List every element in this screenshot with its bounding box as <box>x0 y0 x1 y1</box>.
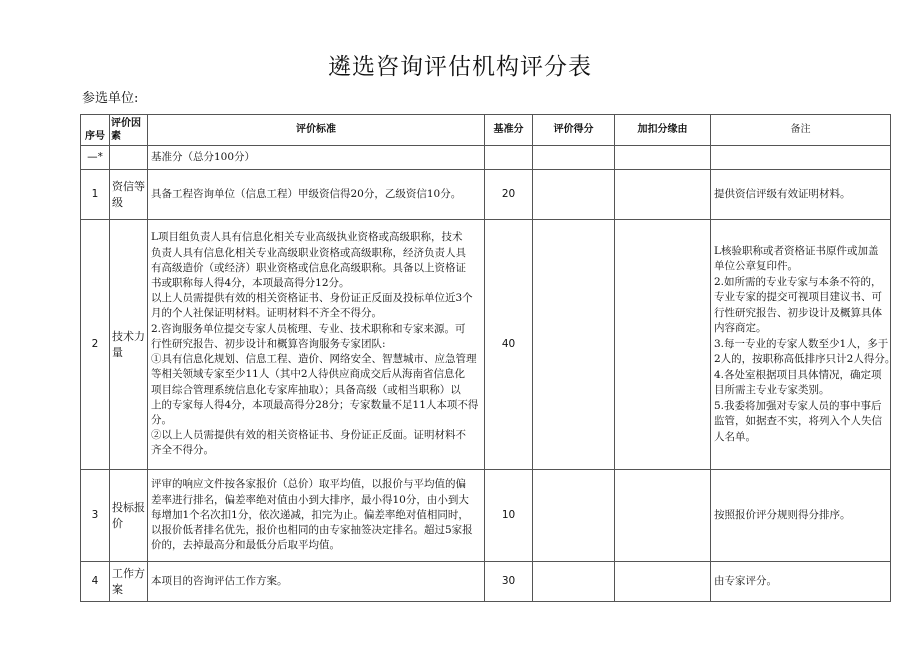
note-line: 3.每一专业的专家人数至少1人，多于 <box>714 337 889 350</box>
row-seq: 2 <box>81 220 110 470</box>
row-bonus-reason[interactable] <box>615 470 711 562</box>
note-line: 按照报价评分规则得分排序。 <box>714 508 851 521</box>
row-item <box>110 146 148 170</box>
standard-line: 行性研究报告、初步设计和概算咨询服务专家团队: <box>151 337 386 350</box>
standard-line: ②以上人员需提供有效的相关资格证书、身份证正反面。证明材料不 <box>151 429 466 442</box>
row-seq: 4 <box>81 562 110 602</box>
note-line: 监管，如据查不实，将列入个人失信 <box>714 415 882 428</box>
note-line: 4.各处室根据项目具体情况，确定项 <box>714 368 882 381</box>
note-line: 目所需主专业专家类别。 <box>714 384 830 397</box>
standard-line: L项目组负责人具有信息化相关专业高级执业资格或高级职称，技术 <box>151 231 463 244</box>
row-evaluation-score[interactable] <box>533 220 615 470</box>
row-item: 工作方案 <box>110 562 148 602</box>
page-title: 遴选咨询评估机构评分表 <box>328 54 592 80</box>
standard-line: 差率进行排名，偏差率绝对值由小到大排序，最小得10分，由小到大 <box>151 493 469 506</box>
row-note <box>711 220 896 470</box>
row-base-score <box>485 146 533 170</box>
note-line: 由专家评分。 <box>714 574 777 587</box>
standard-line: 价的，去掉最高分和最低分后取平均值。 <box>151 539 340 552</box>
note-line: L核验职称或者资格证书原件或加盖 <box>714 244 879 257</box>
standard-line: 评审的响应文件按各家报价（总价）取平均值，以报价与平均值的偏 <box>151 478 466 491</box>
standard-line: 书或职称每人得4分，本项最高得分12分。 <box>151 277 350 290</box>
row-evaluation-score[interactable] <box>533 170 615 220</box>
row-standard <box>148 220 485 470</box>
note-line: 行性研究报告、初步设计及概算具体 <box>714 306 882 319</box>
row-base-score: 20 <box>485 170 533 220</box>
row-item: 投标报价 <box>110 470 148 562</box>
table-row <box>81 470 891 562</box>
row-standard <box>148 170 485 220</box>
standard-line: 每增加1个名次扣1分，依次递减，扣完为止。偏差率绝对值相同时， <box>151 508 469 521</box>
standard-line: 等相关领域专家至少11人（其中2人待供应商成交后从海南省信息化 <box>151 368 466 381</box>
note-line: 提供资信评级有效证明材料。 <box>714 187 851 200</box>
header-row <box>81 115 891 146</box>
header-seq: 序号 <box>81 115 110 146</box>
standard-line: 以上人员需提供有效的相关资格证书、身份证正反面及投标单位近3个 <box>151 292 473 305</box>
row-evaluation-score[interactable] <box>533 562 615 602</box>
row-item: 资信等级 <box>110 170 148 220</box>
row-base-score: 40 <box>485 220 533 470</box>
row-item: 技术力量 <box>110 220 148 470</box>
standard-line: 负责人具有信息化相关专业高级职业资格或高级职称，经济负责人具 <box>151 246 466 259</box>
standard-line: 基准分（总分100分） <box>151 150 256 163</box>
row-base-score: 10 <box>485 470 533 562</box>
table-row <box>81 146 891 170</box>
standard-line: 2.咨询服务单位提交专家人员梳理、专业、技术职称和专家来源。可 <box>151 322 466 335</box>
note-line: 专业专家的提交可视项目建议书、可 <box>714 291 882 304</box>
row-note <box>711 562 891 602</box>
standard-line: 齐全不得分。 <box>151 444 214 457</box>
standard-line: 以报价低者排名优先，报价也相同的由专家抽签决定排名。超过5家报 <box>151 524 473 537</box>
note-line: 2人的，按职称高低排序只计2人得分。 <box>714 353 896 366</box>
header-item: 评价因素 <box>110 115 148 146</box>
row-seq: 3 <box>81 470 110 562</box>
header-note: 备注 <box>711 115 891 146</box>
table-row <box>81 220 891 470</box>
standard-line: 本项目的咨询评估工作方案。 <box>151 574 288 587</box>
row-bonus-reason[interactable] <box>615 220 711 470</box>
row-note <box>711 170 891 220</box>
note-line: 人名单。 <box>714 430 756 443</box>
row-standard <box>148 146 485 170</box>
row-bonus-reason[interactable] <box>615 562 711 602</box>
row-base-score: 30 <box>485 562 533 602</box>
header-base-score: 基准分 <box>485 115 533 146</box>
note-line: 单位公章复印件。 <box>714 260 798 273</box>
table-row <box>81 170 891 220</box>
standard-line: 具备工程咨询单位（信息工程）甲级资信得20分，乙级资信10分。 <box>151 187 462 200</box>
row-note <box>711 146 891 170</box>
standard-line: 上的专家每人得4分，本项最高得分28分；专家数量不足11人本项不得 <box>151 398 479 411</box>
row-seq: —* <box>81 146 110 170</box>
row-evaluation-score[interactable] <box>533 146 615 170</box>
header-bonus-reason: 加扣分缘由 <box>615 115 711 146</box>
row-standard <box>148 562 485 602</box>
header-evaluation-score: 评价得分 <box>533 115 615 146</box>
scoring-table <box>80 114 896 602</box>
row-evaluation-score[interactable] <box>533 470 615 562</box>
participating-unit-label: 参选单位: <box>82 91 139 106</box>
row-standard <box>148 470 485 562</box>
standard-line: ①具有信息化规划、信息工程、造价、网络安全、智慧城市、应急管理 <box>151 353 477 366</box>
header-standard: 评价标准 <box>148 115 485 146</box>
note-line: 2.如所需的专业专家与本条不符的， <box>714 275 882 288</box>
row-seq: 1 <box>81 170 110 220</box>
row-note <box>711 470 891 562</box>
note-line: 5.我委将加强对专家人员的事中事后 <box>714 399 882 412</box>
note-line: 内容商定。 <box>714 322 767 335</box>
standard-line: 有高级造价（或经济）职业资格或信息化高级职称。具备以上资格证 <box>151 261 466 274</box>
table-row <box>81 562 891 602</box>
row-bonus-reason[interactable] <box>615 146 711 170</box>
standard-line: 项目综合管理系统信息化专家库抽取）；具备高级（或相当职称）以 <box>151 383 461 396</box>
standard-line: 月的个人社保证明材料。证明材料不齐全不得分。 <box>151 307 382 320</box>
row-bonus-reason[interactable] <box>615 170 711 220</box>
standard-line: 分。 <box>151 413 172 426</box>
